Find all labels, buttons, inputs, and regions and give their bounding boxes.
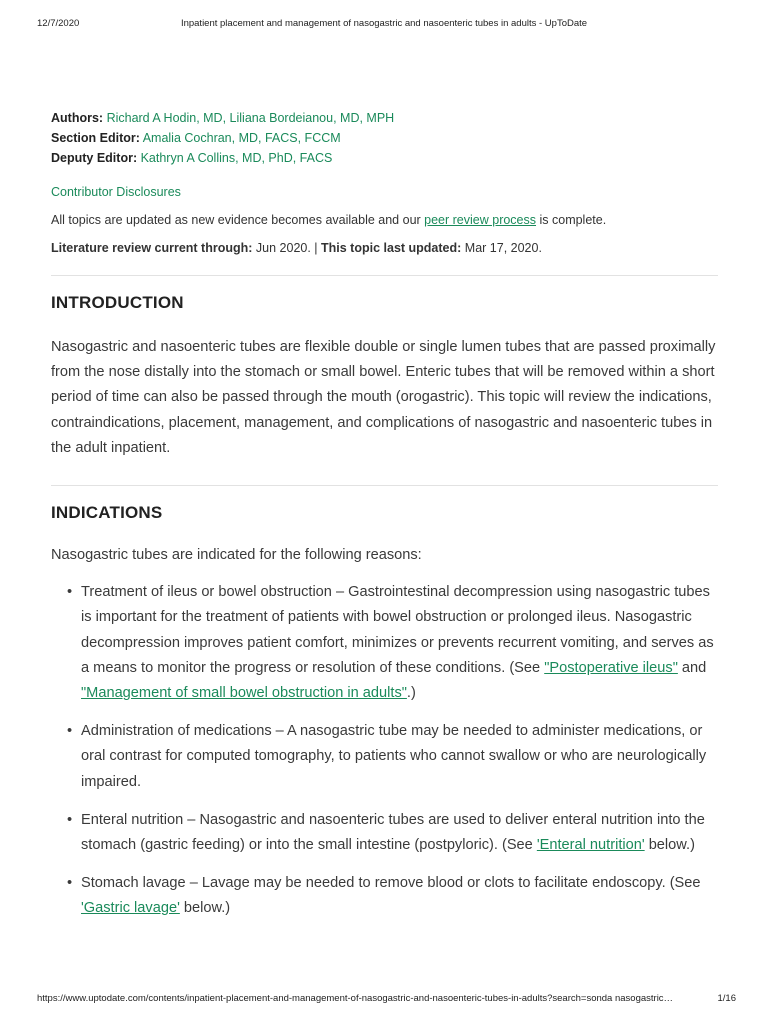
authors-link[interactable]: Richard A Hodin, MD, Liliana Bordeianou, MD, MPH bbox=[106, 111, 395, 125]
authors-label: Authors: bbox=[51, 111, 104, 125]
print-footer bbox=[0, 993, 768, 1007]
review-dates bbox=[51, 238, 718, 258]
last-updated-label: This topic last updated: bbox=[321, 241, 462, 255]
update-notice-pre: All topics are updated as new evidence becomes available and our bbox=[51, 213, 425, 227]
list-item-text: Enteral nutrition – Nasogastric and nasoenteric tubes are used to deliver enteral nutrition into the stomach (gastric feeding) or into the small intestine (postpyloric). (See bbox=[81, 811, 705, 854]
authors-line bbox=[51, 108, 718, 128]
contributor-disclosures-link[interactable]: Contributor Disclosures bbox=[51, 185, 181, 199]
deputy-editor-line bbox=[51, 148, 718, 168]
introduction-heading: INTRODUCTION bbox=[51, 293, 184, 312]
deputy-editor-label: Deputy Editor: bbox=[51, 151, 138, 165]
list-item-text: .) bbox=[406, 685, 416, 702]
lit-review-label: Literature review current through: bbox=[51, 241, 253, 255]
print-url: https://www.uptodate.com/contents/inpatient-placement-and-management-of-nasogastric-and-nasoenteric-tubes-in-adults?search=sonda nasogastric… bbox=[37, 993, 674, 1004]
section-editor-line bbox=[51, 128, 718, 148]
bullet-icon: • bbox=[67, 875, 73, 892]
gastric-lavage-link[interactable]: 'Gastric lavage' bbox=[81, 900, 180, 917]
bullet-icon: • bbox=[67, 811, 73, 828]
section-editor-link[interactable]: Amalia Cochran, MD, FACS, FCCM bbox=[142, 131, 341, 145]
print-date: 12/7/2020 bbox=[37, 18, 80, 29]
list-item bbox=[51, 580, 718, 706]
list-item bbox=[51, 871, 718, 921]
list-item bbox=[51, 719, 718, 795]
list-item-text: Treatment of ileus or bowel obstruction – Gastrointestinal decompression using nasogastric tubes is important for the treatment of patients with bowel obstruction or prolonged ileus. Nasogastric decompression improves patient comfort, minimizes or prevents recurrent vomiting, and serves as a means to monitor the progress or resolution of these conditions. (See bbox=[81, 584, 714, 676]
divider bbox=[51, 485, 718, 486]
last-updated-value: Mar 17, 2020. bbox=[461, 241, 542, 255]
print-title: Inpatient placement and management of nasogastric and nasoenteric tubes in adults - UpToDate bbox=[180, 18, 588, 29]
section-editor-label: Section Editor: bbox=[51, 131, 140, 145]
enteral-nutrition-link[interactable]: 'Enteral nutrition' bbox=[536, 837, 645, 854]
update-notice bbox=[51, 210, 718, 230]
peer-review-link[interactable]: peer review process bbox=[424, 213, 537, 227]
author-block bbox=[51, 108, 718, 168]
introduction-paragraph: Nasogastric and nasoenteric tubes are flexible double or single lumen tubes that are passed proximally from the nose distally into the stomach or small bowel. Enteric tubes that will be removed within a short period of time can also be passed through the mouth (orogastric). This topic will review the indications, contraindications, placement, management, and complications of nasogastric and nasoenteric tubes in the adult inpatient. bbox=[51, 339, 716, 456]
indications-intro: Nasogastric tubes are indicated for the following reasons: bbox=[51, 547, 422, 564]
list-item bbox=[51, 808, 718, 858]
list-item-text: Stomach lavage – Lavage may be needed to remove blood or clots to facilitate endoscopy. (See bbox=[81, 875, 701, 892]
small-bowel-obstruction-link[interactable]: "Management of small bowel obstruction in adults" bbox=[81, 685, 407, 702]
list-item-text: and bbox=[677, 659, 707, 676]
bullet-icon: • bbox=[67, 584, 73, 601]
indications-heading: INDICATIONS bbox=[51, 503, 163, 523]
print-header bbox=[0, 18, 768, 32]
deputy-editor-link[interactable]: Kathryn A Collins, MD, PhD, FACS bbox=[140, 151, 333, 165]
list-item-text: below.) bbox=[179, 900, 231, 917]
update-notice-post: is complete. bbox=[536, 213, 607, 227]
article-content bbox=[51, 108, 718, 935]
indications-list bbox=[51, 580, 718, 921]
postoperative-ileus-link[interactable]: "Postoperative ileus" bbox=[544, 659, 678, 676]
list-item-text: Administration of medications – A nasogastric tube may be needed to administer medications, or oral contrast for computed tomography, to patients who cannot swallow or who are neurologically impaired. bbox=[81, 723, 707, 790]
lit-review-value: Jun 2020. | bbox=[252, 241, 322, 255]
list-item-text: below.) bbox=[644, 837, 695, 854]
page-number: 1/16 bbox=[717, 993, 736, 1004]
bullet-icon: • bbox=[67, 723, 73, 740]
divider bbox=[51, 275, 718, 276]
